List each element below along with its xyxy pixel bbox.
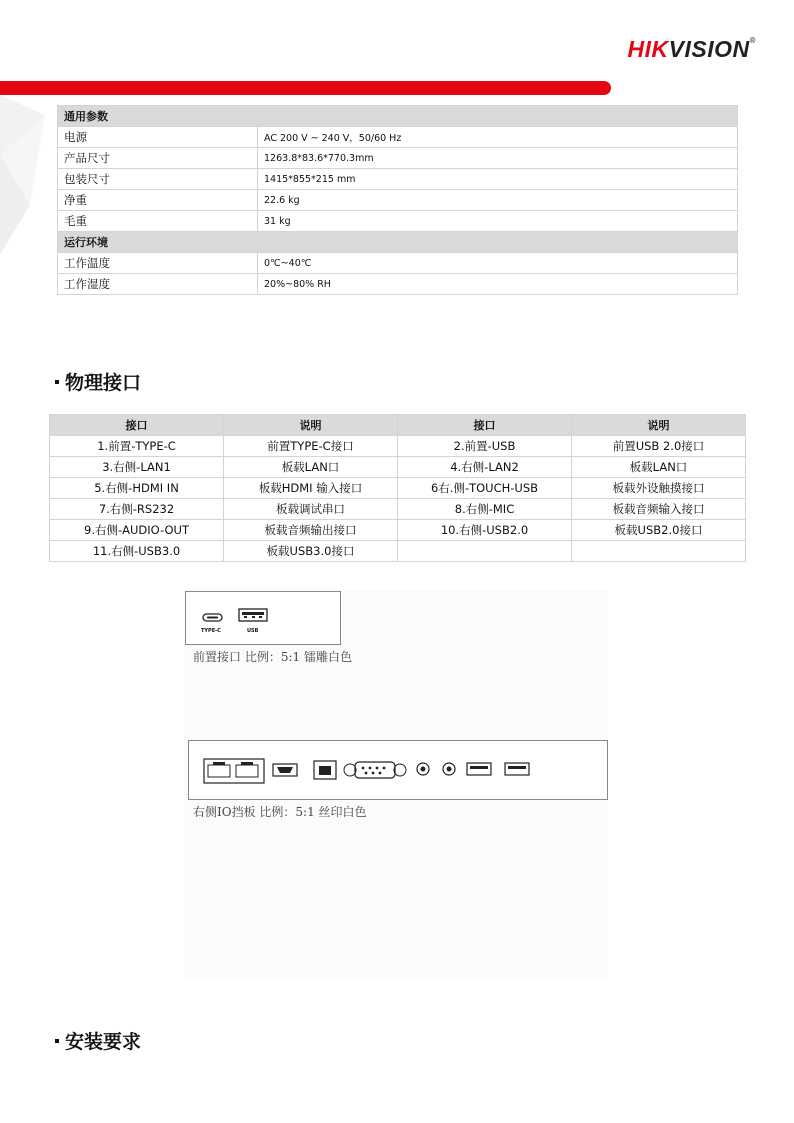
- table-cell: 7.右侧-RS232: [50, 499, 224, 520]
- spec-value: 20%~80% RH: [258, 274, 738, 295]
- port-illustration-figure: [184, 590, 608, 980]
- spec-row: [58, 274, 738, 295]
- table-cell: 6右.侧-TOUCH-USB: [398, 478, 572, 499]
- spec-value: 31 kg: [258, 211, 738, 232]
- spec-section-title: 运行环境: [58, 232, 738, 253]
- spec-section-header: [58, 106, 738, 127]
- front-panel-caption: 前置接口 比例：5:1 镭雕白色: [193, 650, 352, 664]
- type-c-port-label: TYPE-C: [201, 628, 221, 634]
- bullet-square-icon: [55, 380, 59, 384]
- table-cell: 8.右侧-MIC: [398, 499, 572, 520]
- spec-value: 22.6 kg: [258, 190, 738, 211]
- side-ports-icon: [189, 741, 607, 799]
- column-header: 接口: [398, 415, 572, 436]
- spec-row: [58, 253, 738, 274]
- spec-value: 1415*855*215 mm: [258, 169, 738, 190]
- table-cell: 2.前置-USB: [398, 436, 572, 457]
- spec-section-header: [58, 232, 738, 253]
- table-cell: [398, 541, 572, 562]
- front-ports-icon: [186, 592, 340, 644]
- spec-row: [58, 169, 738, 190]
- spec-row: [58, 190, 738, 211]
- table-cell: 板载外设触摸接口: [572, 478, 746, 499]
- table-row: [50, 436, 746, 457]
- hikvision-logo: HIKVISION®: [627, 36, 756, 62]
- table-row: [50, 478, 746, 499]
- spec-value: 0℃~40℃: [258, 253, 738, 274]
- table-cell: 前置TYPE-C接口: [224, 436, 398, 457]
- table-row: [50, 541, 746, 562]
- table-cell: 9.右侧-AUDIO-OUT: [50, 520, 224, 541]
- table-cell: 板载LAN口: [224, 457, 398, 478]
- table-cell: 前置USB 2.0接口: [572, 436, 746, 457]
- header-red-bar: [0, 81, 611, 95]
- table-cell: 3.右侧-LAN1: [50, 457, 224, 478]
- spec-table: [57, 105, 738, 295]
- front-panel-drawing: [185, 591, 341, 645]
- spec-label: 工作湿度: [58, 274, 258, 295]
- table-cell: 10.右侧-USB2.0: [398, 520, 572, 541]
- column-header: 说明: [224, 415, 398, 436]
- spec-section-title: 通用参数: [58, 106, 738, 127]
- spec-row: [58, 148, 738, 169]
- table-cell: 板载USB3.0接口: [224, 541, 398, 562]
- table-cell: 板载LAN口: [572, 457, 746, 478]
- table-cell: 4.右侧-LAN2: [398, 457, 572, 478]
- side-io-panel-drawing: [188, 740, 608, 800]
- table-row: [50, 457, 746, 478]
- spec-row: [58, 127, 738, 148]
- physical-interface-heading: 物理接口: [55, 368, 141, 395]
- side-panel-caption: 右侧IO挡板 比例：5:1 丝印白色: [193, 805, 367, 819]
- install-requirements-heading: 安装要求: [55, 1027, 141, 1054]
- spec-value: AC 200 V ~ 240 V，50/60 Hz: [258, 127, 738, 148]
- interface-table: [49, 414, 746, 562]
- table-cell: 5.右侧-HDMI IN: [50, 478, 224, 499]
- table-cell: 1.前置-TYPE-C: [50, 436, 224, 457]
- table-cell: 板载USB2.0接口: [572, 520, 746, 541]
- column-header: 说明: [572, 415, 746, 436]
- spec-label: 工作温度: [58, 253, 258, 274]
- table-cell: 板载HDMI 输入接口: [224, 478, 398, 499]
- spec-label: 产品尺寸: [58, 148, 258, 169]
- spec-label: 电源: [58, 127, 258, 148]
- spec-label: 包装尺寸: [58, 169, 258, 190]
- table-row: [50, 520, 746, 541]
- spec-value: 1263.8*83.6*770.3mm: [258, 148, 738, 169]
- column-header: 接口: [50, 415, 224, 436]
- table-cell: 板载调试串口: [224, 499, 398, 520]
- interface-header-row: [50, 415, 746, 436]
- usb-port-label: USB: [247, 628, 259, 634]
- table-cell: 板载音频输出接口: [224, 520, 398, 541]
- table-row: [50, 499, 746, 520]
- bullet-square-icon: [55, 1039, 59, 1043]
- spec-label: 净重: [58, 190, 258, 211]
- decorative-facets: [0, 95, 60, 265]
- table-cell: 板载音频输入接口: [572, 499, 746, 520]
- spec-row: [58, 211, 738, 232]
- table-cell: 11.右侧-USB3.0: [50, 541, 224, 562]
- spec-label: 毛重: [58, 211, 258, 232]
- table-cell: [572, 541, 746, 562]
